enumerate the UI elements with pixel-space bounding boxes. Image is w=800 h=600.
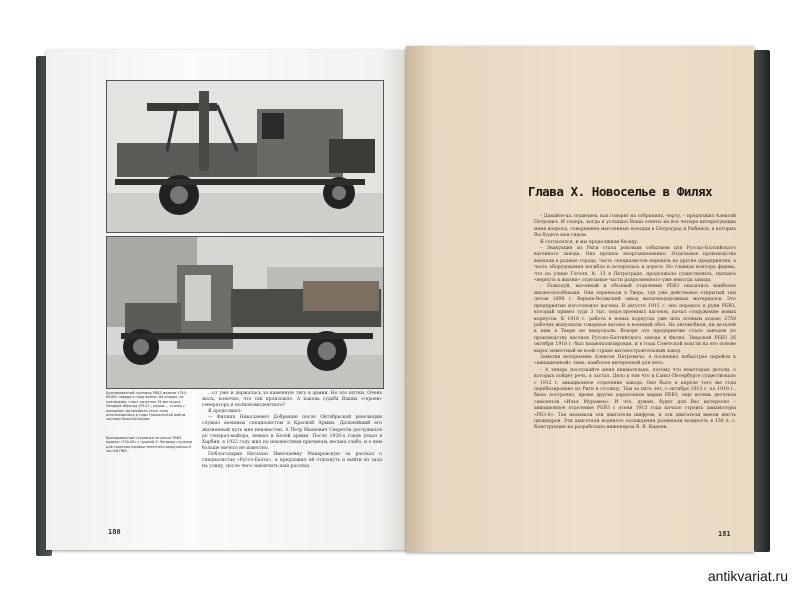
left-text-paragraph: ...от уже и держалась за каменную тягу в армии. Но это шутки. Очень жаль, конечно, что так произошло. А какова судьба Ваших «героев» генератора и полнокомплектного? [202,391,382,409]
armored-truck-photo-top [106,80,384,233]
left-text-paragraph: — Филипп Николаевич Добрынин после Октябрьской революции служил военным специалистом в Красной Армии. Дальнейший его жизненный путь мне неизвестен. А Петр Иванович Секретёв дослужился до генерал-майора, воевал в Белой армии. После 1920-х годов уехал в Харбин, в 1922 году жил по неизвестным причинам, весьма слабо, и о нем больше ничего не известно. [202,415,382,451]
photo-caption-1: Бронированный грузовик РБВЗ модели «Т40-65/65» завода в годы войны. На опорах, на платформе, стоит зенитная 76-мм пушка Лендера образца 1914 г.; рядом — станок с прицелом. Автомобили этого типа использовались в годы Гражданской войны частями Красной Армии. [106,391,187,422]
left-page-text [202,391,382,470]
armored-truck-illustration-bottom [107,237,383,388]
right-text-paragraph: – А теперь послушайте меня внимательно, потому что некоторые детали, о которых пойдет речь, я застал. Дело в том что в Санкт-Петербурге существовало с 1912 г. авиационное отделение завода. Оно было в апреле того же года перебазировано из Риги в столицу. Там за пять лет, с октября 1913 г. по 1918 г., было построено, кроме других аэропланов марки РБВЗ, еще восемь десятков самолетов «Илья Муромец». И что, думаю, будет для Вас интересно – авиационное отделение РБВЗ с осени 1915 года начало строить авиамоторы «РБЗ-6». Так называли эти двигатели шифром, и эти двигатели имели шесть цилиндров. Эти двигатели водяного охлаждения развивали мощность в 150 л. с. Конструкция их разработана инженером В. В. Киреев. [534,367,736,431]
site-watermark: antikvariat.ru [707,568,788,584]
photo-caption-2: Бронированные грузовики на шасси РБВЗ модели «Т40-65» с пушкой Х. Лендера служили для транспортировки зенитного вооружения и частей ПВО. [106,436,193,454]
right-text-paragraph: – Пожалуй, вагонный и обозный отделения РБВЗ оказались наиболее жизнеспособными. Они переехали в Тверь, где уже действовал открытый там летом 1898 г. Верхне-Волжский завод железнодорожных материалов. Это предприятие изготовляло вагоны. В августе 1915 г. оно перешло в руки РБВЗ, который привез туда 3 тыс. недостроенных вагонов, начал сооружение новых корпусов. К 1916 г. работа в новых корпусах уже шла полным ходом; 2750 рабочих выпускали товарные вагоны и военный обоз. Но автомобили, ни деталей к ним в Твери не выпускали. Вскоре это предприятие стало заводом по производству вагонов Русско-Балтийского завода в Филях. Тверской РБВЗ 26 октября 1918 г. был национализирован, и в годы Советской власти на его основе вырос известный во всей стране вагоностроительный завод. [534,284,736,354]
open-book [36,46,762,558]
right-text-paragraph: Заметив нетерпение Алексея Петровича, я поспешил побыстрее перейти к «авиационной» теме, наиболее интересной для него. [534,354,736,367]
right-page [406,46,754,552]
right-text-paragraph: – Эвакуация из Риги стала роковым событием для Русско-Балтийского вагонного завода. Она прошла неорганизованно. Отдельные производства выехали в разные города, часть специалистов перешла на другие предприятия, а часть оборудования погибла и потерялась в дороге. Но главная контора фирмы, что на улице Гоголя, № 13 в Петрограде, продолжала существовать, пытаясь «вернуть к жизни» отдельные части разрозненного уже некогда завода. [534,246,736,284]
left-text-paragraph: Поблагодарив Наталью Николаевну Макаровскую за рассказ о специалистах «Руссо-Балта», я предложил ей отдохнуть и выйти из зала на улицу, после чего закончить наш рассказ. [202,451,382,470]
left-page-number: 180 [108,528,121,536]
armored-truck-illustration-top [107,81,383,232]
armored-truck-photo-bottom [106,236,384,389]
right-page-number: 181 [718,530,731,538]
right-text-paragraph: – Давайте-ка, подведем, как говорят на собраниях, черту, – предложил Алексей Петрович. И теперь, когда я услышал Ваши ответы на все четыре интересующих меня вопроса, совершенно мысленные поездки в Петроград и Рыбинск, в которых Вы будете мои гидом. [534,214,736,239]
book-cover-right-edge [754,50,770,552]
chapter-title: Глава Х. Новоселье в Филях [528,184,713,199]
left-text-paragraph: Я продолжил: [208,409,242,415]
right-text-paragraph: Я согласился, и мы продолжили беседу. [540,239,639,245]
left-page [46,50,408,550]
right-page-text [534,214,736,432]
